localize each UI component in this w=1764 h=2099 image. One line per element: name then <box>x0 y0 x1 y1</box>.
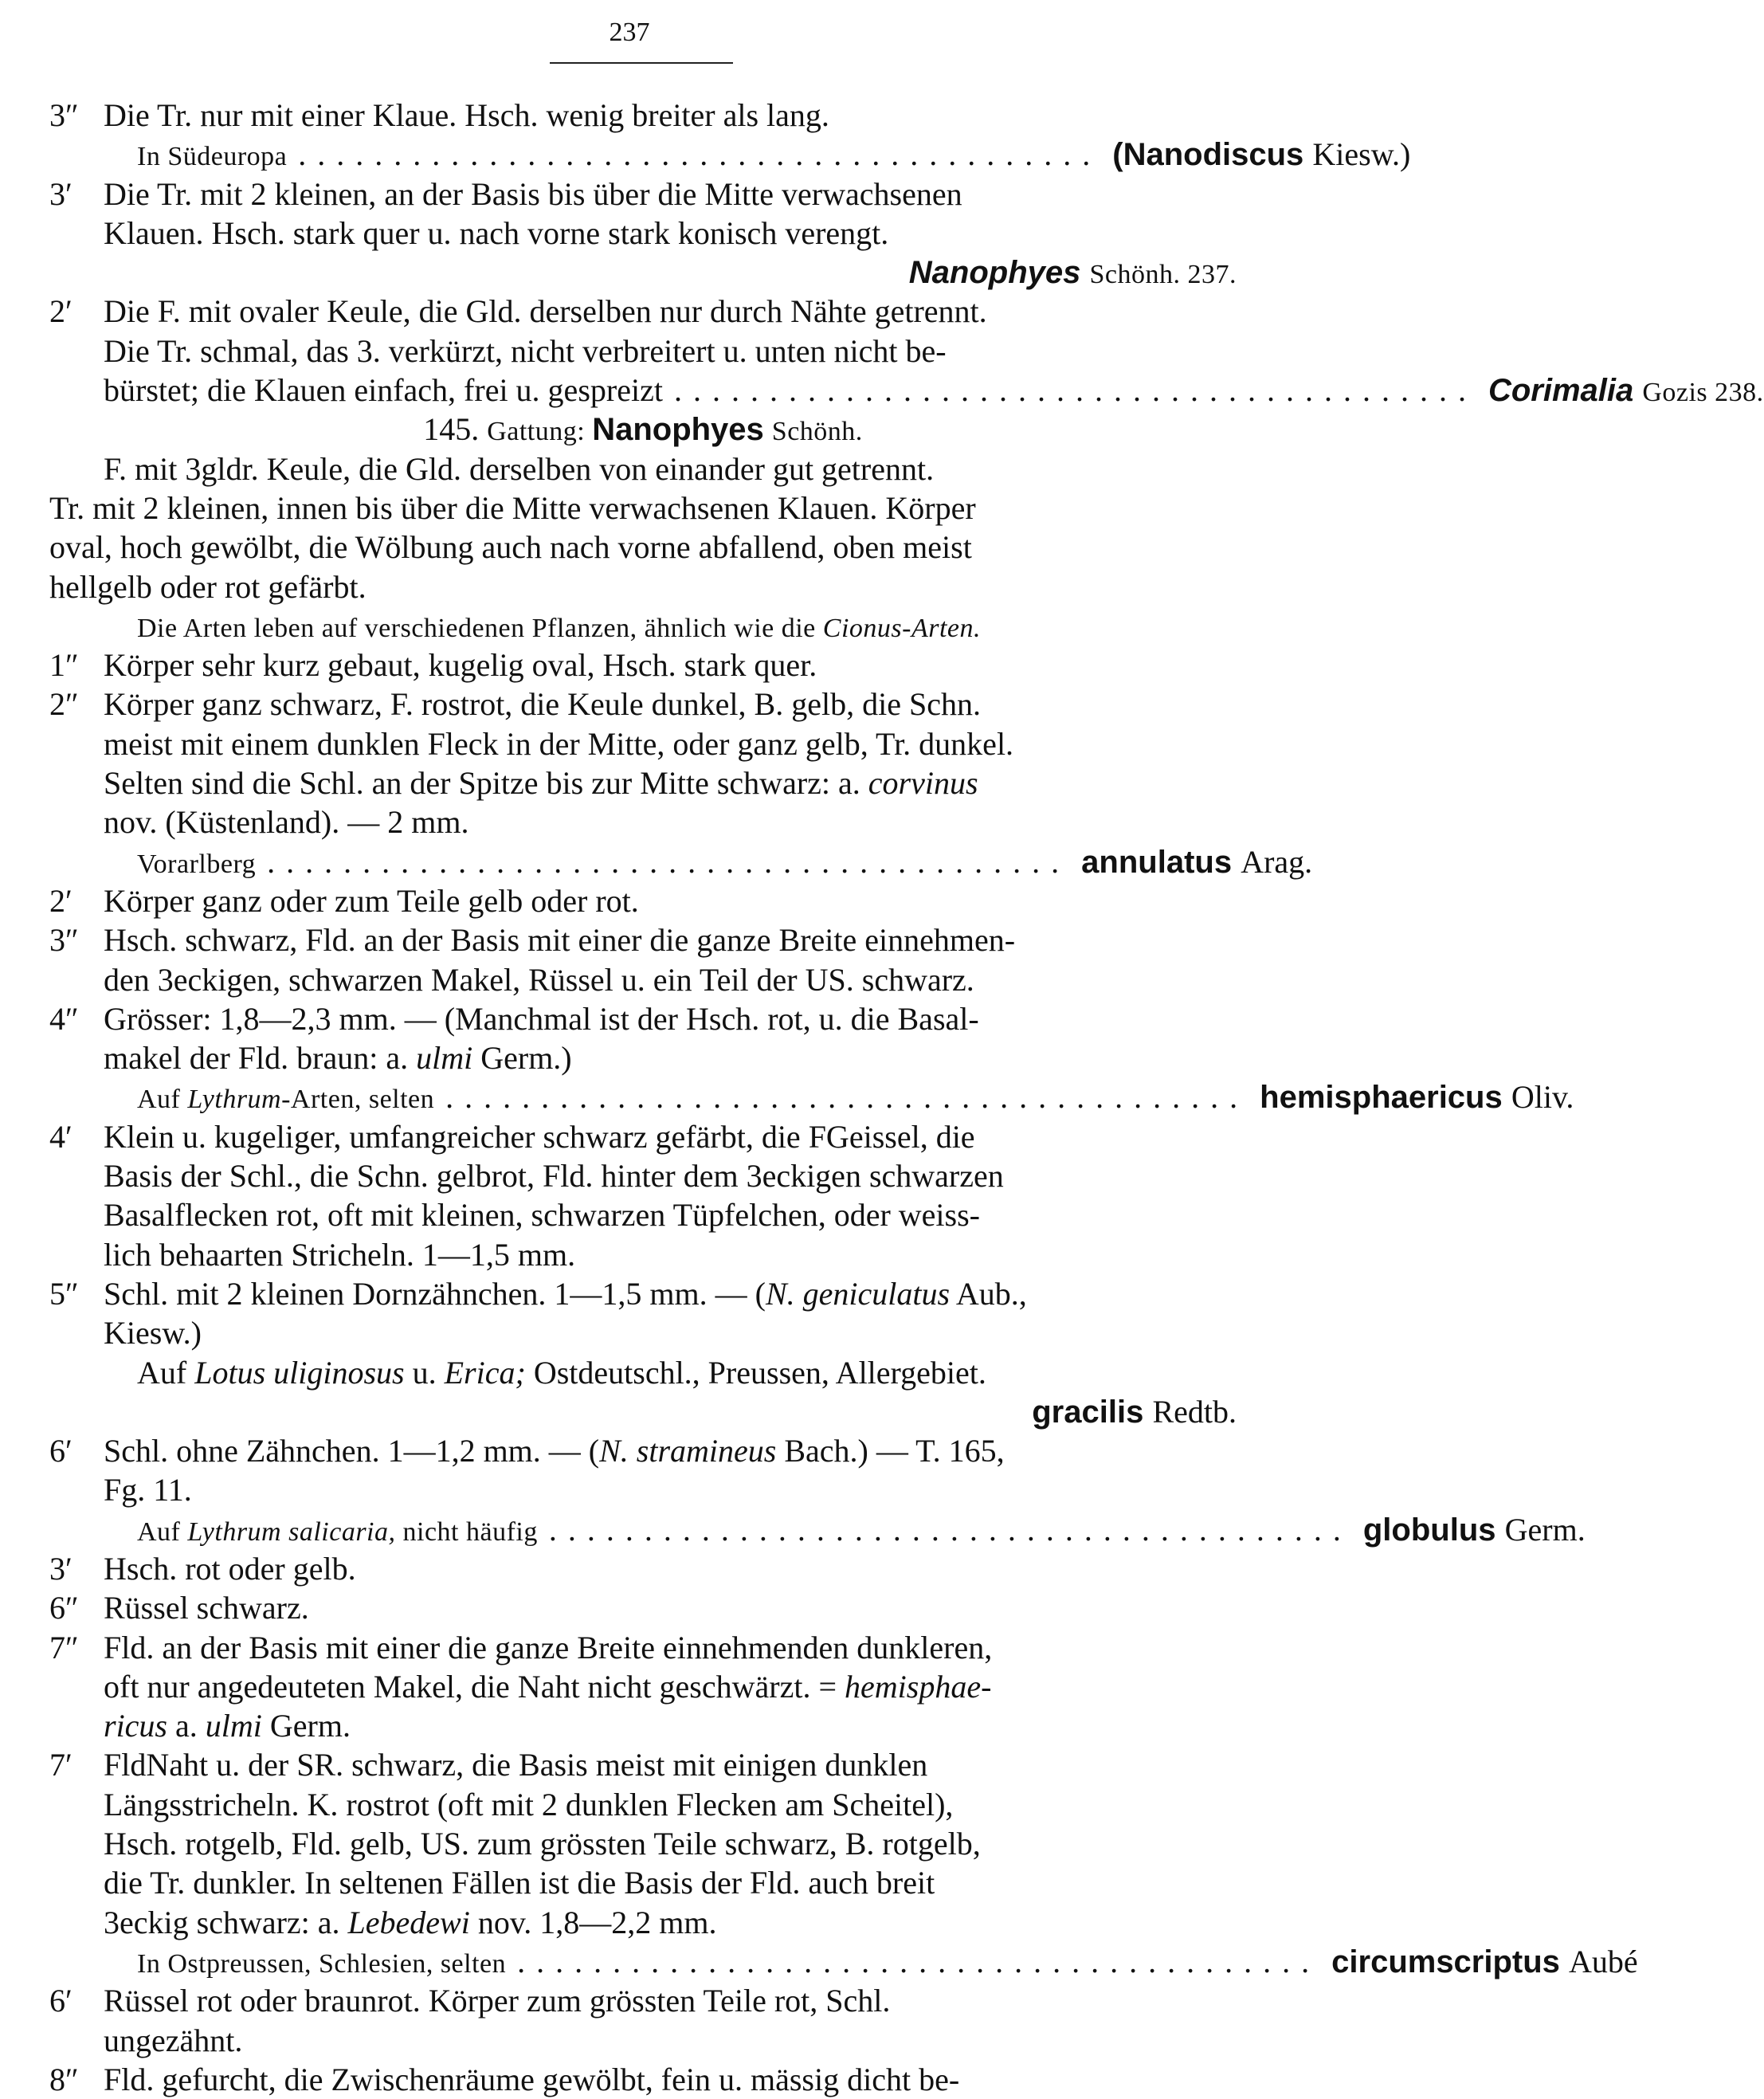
key-text <box>49 528 1237 567</box>
key-text <box>49 1785 1237 1824</box>
key-text-part: Körper sehr kurz gebaut, kugelig oval, Hsch. stark quer. <box>104 647 817 684</box>
couplet-number: 2′ <box>49 882 73 919</box>
key-result-row <box>49 371 1764 412</box>
key-text <box>49 724 1237 763</box>
text-line <box>49 960 1237 999</box>
text-line <box>49 1313 1237 1352</box>
key-text-part: Selten sind die Schl. an der Spitze bis zur Mitte schwarz: a. <box>104 765 860 802</box>
text-line <box>49 999 1237 1038</box>
section-label: Gattung: <box>487 417 593 447</box>
text-line <box>49 292 1237 331</box>
key-text <box>49 960 1237 999</box>
text-line <box>49 135 1411 174</box>
leader-dots: .......................................... <box>267 843 1071 880</box>
key-text-part: Körper ganz schwarz, F. rostrot, die Keule dunkel, B. gelb, die Schn. <box>104 686 981 723</box>
text-line <box>49 2060 1237 2099</box>
key-text-part: meist mit einem dunklen Fleck in der Mitte, oder ganz gelb, Tr. dunkel. <box>104 725 1014 762</box>
text-line <box>49 1588 1237 1627</box>
key-text <box>49 1235 1237 1274</box>
key-text-part: Aub., <box>955 1275 1027 1312</box>
species-author: Arag. <box>1241 843 1313 880</box>
couplet-number: 4″ <box>49 1000 79 1037</box>
key-text <box>49 1745 1237 1784</box>
couplet-number: 5″ <box>49 1275 79 1312</box>
text-line <box>49 175 1237 214</box>
key-text-part: a. <box>175 1708 198 1744</box>
taxon-name: ulmi <box>205 1708 262 1744</box>
text-line <box>49 1077 1574 1116</box>
key-text-part: Basis der Schl., die Schn. gelbrot, Fld. hinter dem 3eckigen schwarzen <box>104 1158 1004 1195</box>
text-line <box>49 1431 1237 1470</box>
key-result-row <box>49 842 1313 884</box>
text-line <box>49 253 1237 292</box>
text-line <box>49 1510 1586 1549</box>
species-name <box>1081 842 1312 882</box>
leader-dots: .......................................... <box>445 1079 1249 1116</box>
key-text <box>49 645 1237 685</box>
note-taxon: Cionus-Arten. <box>822 613 981 643</box>
taxon-name: N. stramineus <box>599 1433 777 1469</box>
species-epithet: Corimalia <box>1488 373 1643 409</box>
couplet-number: 6′ <box>49 1983 73 2019</box>
leader-dots: .......................................... <box>517 1943 1321 1979</box>
key-text-part: Fld. gefurcht, die Zwischenräume gewölbt, fein u. mässig dicht be- <box>104 2061 960 2097</box>
key-text-part: die Tr. dunkler. In seltenen Fällen ist die Basis der Fld. auch breit <box>104 1865 935 1901</box>
text-line <box>49 1942 1638 1981</box>
key-text-part: Kiesw.) <box>104 1315 202 1352</box>
key-text-part: FldNaht u. der SR. schwarz, die Basis meist mit einigen dunklen <box>104 1747 928 1783</box>
taxon-name: Lebedewi <box>347 1904 470 1940</box>
key-text-part: oft nur angedeuteten Makel, die Naht nicht geschwärzt. = <box>104 1668 837 1705</box>
text-line <box>49 1863 1237 1902</box>
text-line <box>49 763 1237 802</box>
genus-name: Nanophyes <box>592 412 764 448</box>
key-text <box>49 1863 1237 1902</box>
distribution-part: Vorarlberg <box>137 849 257 879</box>
distribution-part: Auf <box>137 1085 188 1115</box>
text-line <box>49 1195 1237 1234</box>
key-text-part: Rüssel rot oder braunrot. Körper zum grössten Teile rot, Schl. <box>104 1983 891 2019</box>
distribution-part: nicht häufig <box>395 1516 538 1547</box>
key-text-part: Grösser: 1,8—2,3 mm. — (Manchmal ist der Hsch. rot, u. die Basal- <box>104 1000 979 1037</box>
text-line <box>49 1785 1237 1824</box>
key-text <box>49 96 1237 135</box>
key-text <box>49 1903 1237 1942</box>
text-line <box>49 920 1237 959</box>
text-line <box>49 1981 1237 2020</box>
text-line <box>49 1235 1237 1274</box>
key-text <box>49 881 1237 920</box>
key-text <box>49 214 1237 253</box>
key-text <box>49 763 1237 802</box>
species-epithet: (Nanodiscus <box>1112 137 1313 173</box>
key-text <box>49 920 1237 959</box>
couplet-number: 2″ <box>49 686 79 723</box>
key-text-part: Fld. an der Basis mit einer die ganze Breite einnehmenden dunkleren, <box>104 1629 993 1665</box>
species-author: Germ. <box>1504 1511 1586 1548</box>
text-line <box>49 371 1764 410</box>
text-line <box>49 1706 1237 1745</box>
text-line <box>49 1392 1237 1431</box>
species-author: Redtb. <box>1152 1393 1237 1430</box>
key-text-part: Die Tr. nur mit einer Klaue. Hsch. wenig breiter als lang. <box>104 97 829 133</box>
page-number: 237 <box>609 18 650 47</box>
species-name <box>1331 1942 1638 1982</box>
text-line <box>49 881 1237 920</box>
text-line <box>49 96 1237 135</box>
key-text <box>49 1824 1237 1863</box>
key-result-row <box>49 1510 1586 1552</box>
key-text <box>49 1313 1237 1352</box>
distribution-part: In Südeuropa <box>137 142 288 172</box>
text-line <box>49 488 1237 528</box>
key-text-part: Rüssel schwarz. <box>104 1590 309 1626</box>
author-name: Schönh. <box>771 417 863 447</box>
leader-dots: .......................................... <box>673 372 1477 409</box>
key-text-part: nov. (Küstenland). — 2 mm. <box>104 804 469 841</box>
species-author: Gozis 238. <box>1642 378 1764 408</box>
key-text-part: makel der Fld. braun: a. <box>104 1040 409 1077</box>
text-line <box>49 214 1237 253</box>
document-body <box>49 96 1764 2099</box>
distribution-taxon: Lythrum <box>187 1085 282 1115</box>
key-text <box>49 1667 1237 1706</box>
key-text-part: Tr. mit 2 kleinen, innen bis über die Mitte verwachsenen Klauen. Körper <box>49 489 976 526</box>
key-result-row <box>49 1942 1638 1983</box>
note-taxon: Erica; <box>444 1354 534 1391</box>
key-text <box>49 1628 1237 1667</box>
key-text-part: Fg. 11. <box>104 1472 192 1509</box>
key-text-part: Bach.) — T. 165, <box>784 1433 1005 1469</box>
key-text-part: Schl. mit 2 kleinen Dornzähnchen. 1—1,5 mm. — ( <box>104 1275 766 1312</box>
species-epithet: globulus <box>1362 1512 1505 1548</box>
key-text-part: oval, hoch gewölbt, die Wölbung auch nach vorne abfallend, oben meist <box>49 529 972 566</box>
key-text-part: F. mit 3gldr. Keule, die Gld. derselben von einander gut getrennt. <box>104 450 935 487</box>
text-line <box>49 1353 1237 1392</box>
key-text-part: nov. 1,8—2,2 mm. <box>477 1904 717 1940</box>
key-text <box>49 802 1237 842</box>
distribution-text <box>49 137 287 176</box>
key-text <box>49 332 1237 371</box>
distribution-part: Auf <box>137 1516 188 1547</box>
text-line <box>49 1038 1237 1077</box>
key-text <box>49 1588 1237 1627</box>
key-text-part: Körper ganz oder zum Teile gelb oder rot. <box>104 882 639 919</box>
text-line <box>49 1470 1237 1509</box>
key-text <box>49 999 1237 1038</box>
couplet-number: 3′ <box>49 1550 73 1587</box>
key-text <box>49 685 1237 724</box>
key-text <box>49 175 1237 214</box>
distribution-part: bürstet; die Klauen einfach, frei u. gespreizt <box>104 372 663 409</box>
text-line <box>49 410 1237 449</box>
couplet-number: 6′ <box>49 1433 73 1469</box>
species-epithet: gracilis <box>1032 1394 1153 1430</box>
species-name <box>1260 1077 1574 1117</box>
key-text-part: Hsch. rotgelb, Fld. gelb, US. zum grössten Teile schwarz, B. rotgelb, <box>104 1826 981 1862</box>
species-author: Kiesw.) <box>1312 136 1411 173</box>
key-text <box>49 449 1237 488</box>
species-author: Oliv. <box>1511 1079 1574 1116</box>
couplet-number: 3″ <box>49 922 79 959</box>
text-line <box>49 528 1237 567</box>
key-text-part: den 3eckigen, schwarzen Makel, Rüssel u. ein Teil der US. schwarz. <box>104 961 974 998</box>
note-text: Auf <box>137 1354 195 1391</box>
key-text-part: Schl. ohne Zähnchen. 1—1,2 mm. — ( <box>104 1433 600 1469</box>
couplet-number: 3′ <box>49 175 73 212</box>
distribution-part: In Ostpreussen, Schlesien, selten <box>137 1948 507 1979</box>
species-author: Schönh. 237. <box>1089 260 1237 290</box>
key-text <box>49 1981 1237 2020</box>
key-text <box>49 1470 1237 1509</box>
key-text-part: hellgelb oder rot gefärbt. <box>49 568 367 605</box>
text-line <box>49 1274 1237 1313</box>
distribution-text <box>49 371 663 410</box>
key-text <box>49 1431 1237 1470</box>
note-text: u. <box>412 1354 445 1391</box>
key-text <box>49 2021 1237 2060</box>
couplet-number: 3″ <box>49 97 79 133</box>
key-text-part: 3eckig schwarz: a. <box>104 1904 340 1940</box>
key-text-part: Basalflecken rot, oft mit kleinen, schwarzen Tüpfelchen, oder weiss- <box>104 1197 980 1234</box>
text-line <box>49 645 1237 685</box>
text-line <box>49 1903 1237 1942</box>
taxon-name: corvinus <box>868 765 978 802</box>
text-line <box>49 1156 1237 1195</box>
key-text-part: ungezähnt. <box>104 2022 243 2058</box>
species-epithet: hemisphaericus <box>1260 1080 1511 1116</box>
key-text <box>49 1156 1237 1195</box>
key-result-row <box>49 1077 1574 1119</box>
couplet-number: 7′ <box>49 1747 73 1783</box>
distribution-text <box>49 1512 538 1552</box>
text-line <box>49 1628 1237 1667</box>
key-text <box>49 1038 1237 1077</box>
key-text-part: Längsstricheln. K. rostrot (oft mit 2 dunklen Flecken am Scheitel), <box>104 1786 954 1822</box>
species-epithet: annulatus <box>1081 844 1241 880</box>
text-line <box>49 1745 1237 1784</box>
leader-dots: .......................................... <box>298 136 1102 173</box>
leader-dots: .......................................... <box>548 1511 1352 1548</box>
species-epithet: circumscriptus <box>1331 1944 1570 1979</box>
text-line <box>49 2021 1237 2060</box>
key-text <box>49 1706 1237 1745</box>
text-line <box>49 449 1237 488</box>
couplet-number: 6″ <box>49 1590 79 1626</box>
key-text-part: Die F. mit ovaler Keule, die Gld. derselben nur durch Nähte getrennt. <box>104 293 987 330</box>
key-text-part: Klein u. kugeliger, umfangreicher schwarz gefärbt, die FGeissel, die <box>104 1118 975 1155</box>
species-name <box>1112 135 1410 175</box>
key-text-part: Germ.) <box>480 1040 572 1077</box>
text-line <box>49 842 1313 881</box>
couplet-number: 8″ <box>49 2061 79 2097</box>
taxon-name: ulmi <box>416 1040 473 1077</box>
key-result-row <box>49 135 1411 176</box>
key-text <box>49 567 1237 606</box>
couplet-number: 4′ <box>49 1118 73 1155</box>
note-text: Die Arten leben auf verschiedenen Pflanzen, ähnlich wie die <box>137 613 823 643</box>
key-text-part: Hsch. rot oder gelb. <box>104 1550 356 1587</box>
key-text <box>49 2060 1237 2099</box>
text-line <box>49 685 1237 724</box>
text-line <box>49 1667 1237 1706</box>
distribution-part: -Arten, selten <box>281 1085 435 1115</box>
text-line <box>49 1824 1237 1863</box>
key-text <box>49 1549 1237 1588</box>
header-rule <box>550 62 733 64</box>
key-text-part: Die Tr. schmal, das 3. verkürzt, nicht verbreitert u. unten nicht be- <box>104 332 947 369</box>
distribution-text <box>49 1944 506 1983</box>
couplet-number: 7″ <box>49 1629 79 1665</box>
text-line <box>49 606 1237 645</box>
distribution-text <box>49 845 256 884</box>
key-text <box>49 1195 1237 1234</box>
key-text <box>49 1274 1237 1313</box>
taxon-name: hemisphae- <box>845 1668 992 1705</box>
species-name <box>1488 371 1764 412</box>
section-number: 145. <box>423 411 488 448</box>
text-line <box>49 567 1237 606</box>
key-text-part: Germ. <box>269 1708 351 1744</box>
distribution-taxon: Lythrum salicaria, <box>187 1516 396 1547</box>
key-text <box>49 1117 1237 1156</box>
key-text-part: lich behaarten Stricheln. 1—1,5 mm. <box>104 1236 576 1273</box>
key-text <box>49 292 1237 331</box>
text-line <box>49 1549 1237 1588</box>
couplet-number: 1″ <box>49 647 79 684</box>
species-author: Aubé <box>1569 1943 1638 1979</box>
taxon-name: N. geniculatus <box>765 1275 951 1312</box>
text-line <box>49 802 1237 842</box>
text-line <box>49 1117 1237 1156</box>
key-text <box>49 488 1237 528</box>
key-text-part: Hsch. schwarz, Fld. an der Basis mit einer die ganze Breite einnehmen- <box>104 922 1016 959</box>
taxon-name: ricus <box>104 1708 167 1744</box>
distribution-text <box>49 1080 434 1119</box>
text-line <box>49 724 1237 763</box>
note-taxon: Lotus uliginosus <box>194 1354 413 1391</box>
key-text-part: Klauen. Hsch. stark quer u. nach vorne stark konisch verengt. <box>104 214 889 251</box>
note-text: Ostdeutschl., Preussen, Allergebiet. <box>533 1354 986 1391</box>
species-name <box>1363 1510 1586 1550</box>
text-line <box>49 332 1237 371</box>
key-text-part: Die Tr. mit 2 kleinen, an der Basis bis über die Mitte verwachsenen <box>104 175 962 212</box>
genus-name: Nanophyes <box>908 255 1090 291</box>
couplet-number: 2′ <box>49 293 73 330</box>
